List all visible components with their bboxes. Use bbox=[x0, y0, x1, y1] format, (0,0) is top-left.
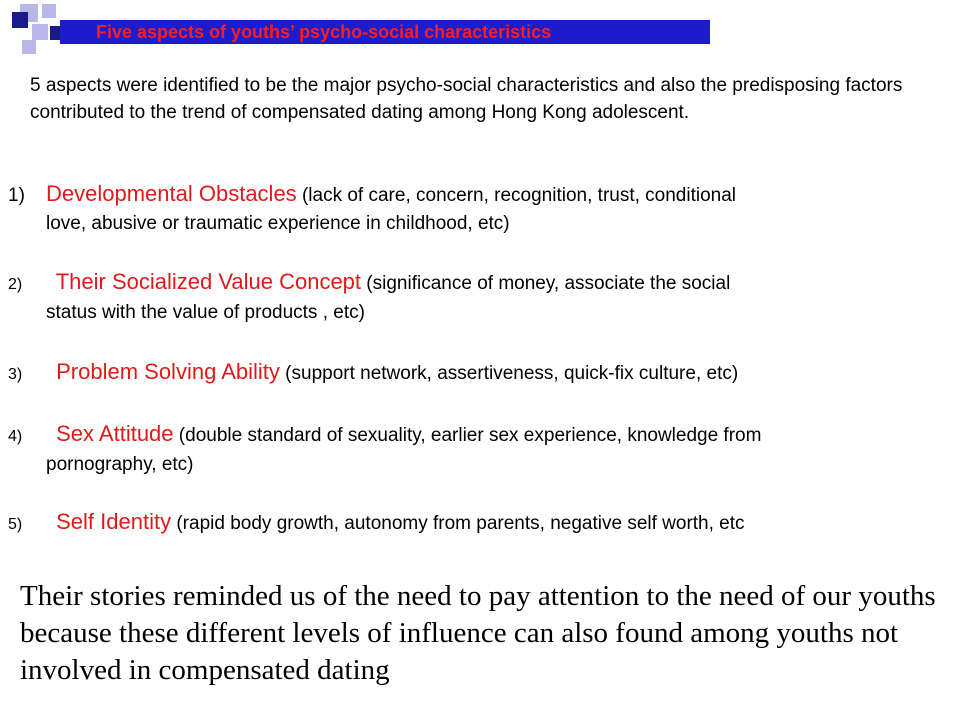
closing-paragraph: Their stories reminded us of the need to pay attention to the need of our youths because these different levels of influence can also found among youths not involved in compensated dating bbox=[20, 580, 936, 686]
item-continuation: love, abusive or traumatic experience in childhood, etc) bbox=[46, 213, 510, 234]
decor-square bbox=[22, 40, 36, 54]
item-number: 4) bbox=[8, 428, 23, 445]
item-keyword: Developmental Obstacles bbox=[46, 181, 297, 206]
item-continuation: pornography, etc) bbox=[46, 454, 194, 475]
item-number: 1) bbox=[8, 185, 25, 206]
list-item bbox=[8, 180, 948, 238]
list-item bbox=[8, 420, 948, 479]
list-item bbox=[8, 268, 948, 327]
item-detail: (lack of care, concern, recognition, trust, conditional bbox=[296, 185, 737, 206]
item-number: 5) bbox=[8, 516, 23, 533]
item-detail: (support network, assertiveness, quick-fix culture, etc) bbox=[279, 363, 739, 384]
item-detail: (significance of money, associate the social bbox=[361, 273, 731, 294]
slide-title: Five aspects of youths’ psycho-social characteristics bbox=[96, 22, 552, 42]
decor-square bbox=[32, 24, 48, 40]
item-continuation: status with the value of products , etc) bbox=[46, 302, 365, 323]
decor-square bbox=[42, 4, 56, 18]
item-detail: (double standard of sexuality, earlier sex experience, knowledge from bbox=[173, 425, 762, 446]
item-detail: (rapid body growth, autonomy from parents, negative self worth, etc bbox=[171, 513, 745, 534]
intro-paragraph: 5 aspects were identified to be the major psycho-social characteristics and also the predisposing factors contributed to the trend of compensated dating among Hong Kong adolescent. bbox=[30, 75, 903, 123]
item-number: 2) bbox=[8, 276, 23, 293]
item-keyword: Sex Attitude bbox=[50, 421, 174, 446]
item-keyword: Their Socialized Value Concept bbox=[50, 269, 362, 294]
decor-square bbox=[12, 12, 28, 28]
item-keyword: Self Identity bbox=[50, 509, 172, 534]
item-keyword: Problem Solving Ability bbox=[50, 359, 280, 384]
item-number: 3) bbox=[8, 366, 23, 383]
list-item bbox=[8, 508, 948, 539]
list-item bbox=[8, 358, 948, 389]
